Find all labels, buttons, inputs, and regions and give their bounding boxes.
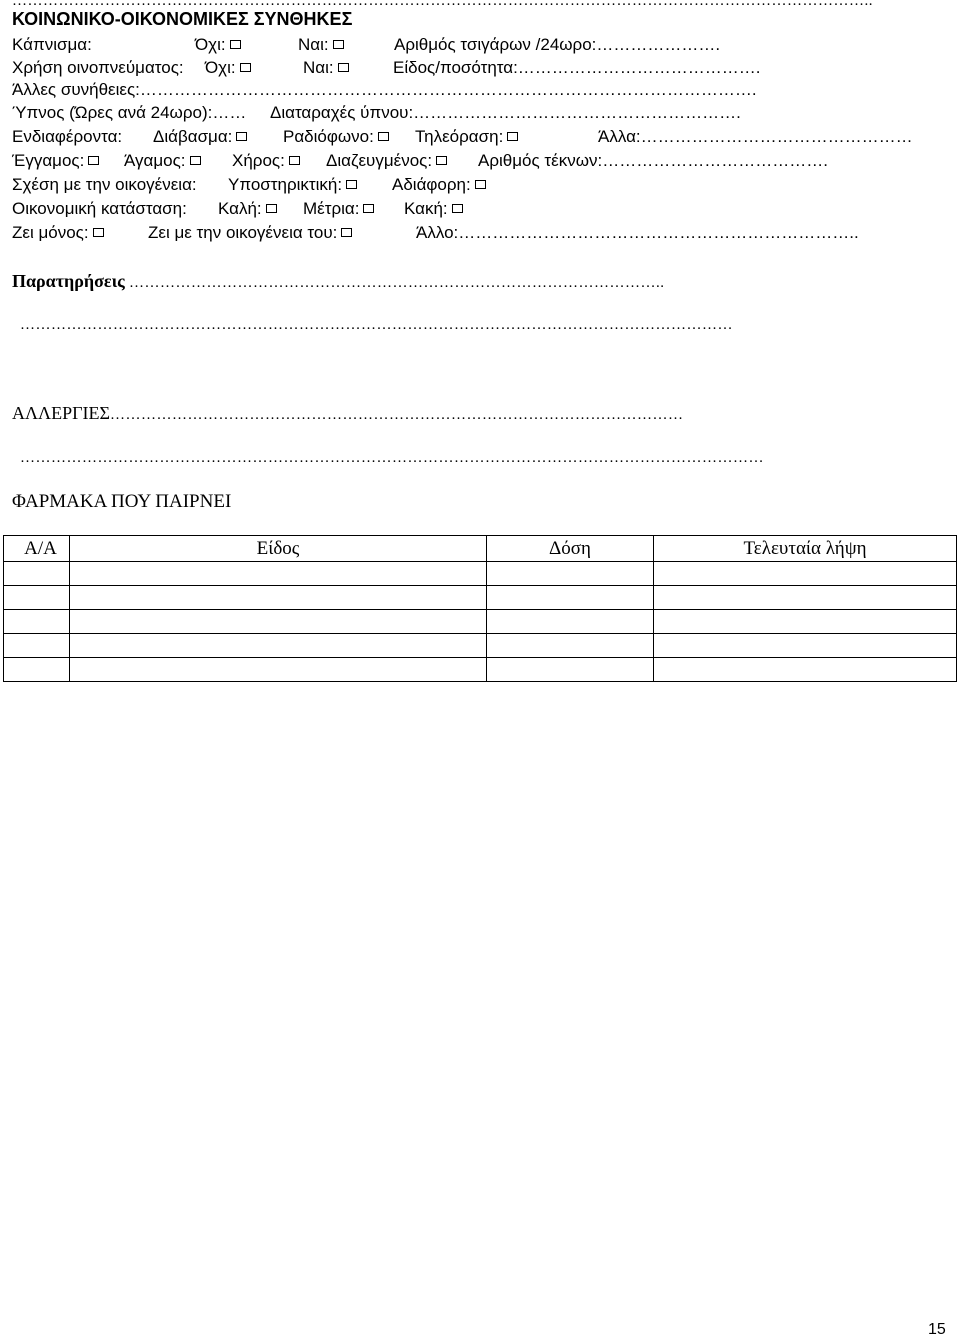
smoking-no-option[interactable] (195, 36, 241, 53)
remarks-dots: ………………………………………………………………………………………….. (124, 275, 665, 291)
header-kind: Είδος (70, 536, 487, 562)
married-label: Έγγαμος: (12, 151, 85, 170)
allergies-line[interactable] (12, 404, 683, 423)
average-option[interactable] (303, 200, 374, 217)
widowed-label: Χήρος: (232, 151, 285, 170)
bad-option[interactable] (404, 200, 463, 217)
smoking-yes-option[interactable] (298, 36, 344, 53)
alcohol-no-label: Όχι: (205, 58, 236, 77)
married-option[interactable] (12, 152, 99, 169)
family-relation-label: Σχέση με την οικογένεια: (12, 175, 197, 194)
good-label: Καλή: (218, 199, 262, 218)
living-other-field[interactable]: Άλλο:…………………………………………………………….. (416, 223, 859, 242)
table-row (4, 610, 957, 634)
table-cell[interactable] (4, 634, 70, 658)
table-cell[interactable] (654, 562, 957, 586)
smoking-no-label: Όχι: (195, 35, 226, 54)
table-row (4, 634, 957, 658)
table-cell[interactable] (654, 610, 957, 634)
table-cell[interactable] (70, 634, 487, 658)
tv-checkbox[interactable] (507, 132, 518, 141)
radio-label: Ραδιόφωνο: (283, 127, 374, 146)
table-cell[interactable] (4, 658, 70, 682)
lives-alone-option[interactable] (12, 224, 104, 241)
supportive-checkbox[interactable] (346, 180, 357, 189)
lives-alone-checkbox[interactable] (93, 228, 104, 237)
children-count-field[interactable]: Αριθμός τέκνων:…………………………………. (478, 151, 828, 170)
medications-title: ΦΑΡΜΑΚΑ ΠΟΥ ΠΑΙΡΝΕΙ (12, 491, 232, 512)
other-interests-field[interactable]: Άλλα:………………………………………… (598, 127, 913, 146)
table-cell[interactable] (654, 658, 957, 682)
allergies-label: ΑΛΛΕΡΓΙΕΣ (12, 403, 110, 423)
table-row (4, 586, 957, 610)
lives-with-family-checkbox[interactable] (341, 228, 352, 237)
alcohol-kind-field[interactable]: Είδος/ποσότητα:……………………………………. (393, 58, 761, 77)
indifferent-label: Αδιάφορη: (392, 175, 471, 194)
tv-label: Τηλεόραση: (415, 127, 504, 146)
table-cell[interactable] (654, 586, 957, 610)
average-label: Μέτρια: (303, 199, 360, 218)
lives-with-family-label: Ζει με την οικογένεια του: (148, 223, 338, 242)
table-cell[interactable] (487, 610, 654, 634)
table-cell[interactable] (70, 610, 487, 634)
radio-checkbox[interactable] (378, 132, 389, 141)
smoking-label: Κάπνισμα: (12, 35, 92, 54)
page-number: 15 (928, 1321, 946, 1338)
single-checkbox[interactable] (190, 156, 201, 165)
other-habits-field[interactable]: Άλλες συνήθειες:………………………………………………………………………………………………. (12, 80, 757, 99)
alcohol-label: Χρήση οινοπνεύματος: (12, 58, 184, 77)
top-dotted-line: ………………………………………………………………………………………………………………………………………………….. (12, 0, 873, 9)
table-cell[interactable] (70, 562, 487, 586)
interests-label: Ενδιαφέροντα: (12, 127, 123, 146)
bad-checkbox[interactable] (452, 204, 463, 213)
table-cell[interactable] (487, 658, 654, 682)
table-cell[interactable] (487, 634, 654, 658)
sleep-hours-field[interactable]: Ύπνος (Ώρες ανά 24ωρο):…… (12, 103, 247, 122)
table-header-row (4, 536, 957, 562)
table-cell[interactable] (4, 610, 70, 634)
good-checkbox[interactable] (266, 204, 277, 213)
allergies-dots: ………………………………………………………………………………………………… (109, 407, 684, 423)
reading-checkbox[interactable] (236, 132, 247, 141)
reading-option[interactable] (153, 128, 247, 145)
remarks-label: Παρατηρήσεις (12, 271, 125, 291)
table-row (4, 658, 957, 682)
alcohol-no-option[interactable] (205, 59, 251, 76)
alcohol-no-checkbox[interactable] (240, 63, 251, 72)
smoking-no-checkbox[interactable] (230, 40, 241, 49)
radio-option[interactable] (283, 128, 389, 145)
good-option[interactable] (218, 200, 277, 217)
single-option[interactable] (124, 152, 201, 169)
economic-label: Οικονομική κατάσταση: (12, 199, 187, 218)
divorced-label: Διαζευγμένος: (326, 151, 433, 170)
lives-alone-label: Ζει μόνος: (12, 223, 89, 242)
medications-table (3, 535, 957, 682)
divorced-checkbox[interactable] (436, 156, 447, 165)
bad-label: Κακή: (404, 199, 448, 218)
tv-option[interactable] (415, 128, 518, 145)
allergies-second-line[interactable]: ……………………………………………………………………………………………………………………………… (20, 450, 764, 466)
alcohol-yes-option[interactable] (303, 59, 349, 76)
single-label: Άγαμος: (124, 151, 186, 170)
indifferent-option[interactable] (392, 176, 486, 193)
alcohol-yes-label: Ναι: (303, 58, 334, 77)
table-cell[interactable] (4, 586, 70, 610)
table-cell[interactable] (70, 586, 487, 610)
header-last-dose: Τελευταία λήψη (654, 536, 957, 562)
section-title: ΚΟΙΝΩΝΙΚΟ-ΟΙΚΟΝΟΜΙΚΕΣ ΣΥΝΘΗΚΕΣ (12, 9, 353, 29)
alcohol-yes-checkbox[interactable] (338, 63, 349, 72)
table-cell[interactable] (487, 586, 654, 610)
widowed-option[interactable] (232, 152, 300, 169)
married-checkbox[interactable] (88, 156, 99, 165)
table-row (4, 562, 957, 586)
remarks-second-line[interactable]: ………………………………………………………………………………………………………………………… (20, 317, 733, 333)
reading-label: Διάβασμα: (153, 127, 233, 146)
lives-with-family-option[interactable] (148, 224, 352, 241)
table-cell[interactable] (654, 634, 957, 658)
supportive-option[interactable] (228, 176, 357, 193)
table-cell[interactable] (4, 562, 70, 586)
sleep-disorders-field[interactable]: Διαταραχές ύπνου:…………………………………………………. (270, 103, 741, 122)
divorced-option[interactable] (326, 152, 447, 169)
cigarettes-per-day-field[interactable]: Αριθμός τσιγάρων /24ωρο:…………………. (394, 35, 721, 54)
smoking-yes-checkbox[interactable] (333, 40, 344, 49)
header-dose: Δόση (487, 536, 654, 562)
widowed-checkbox[interactable] (289, 156, 300, 165)
table-cell[interactable] (487, 562, 654, 586)
table-cell[interactable] (70, 658, 487, 682)
indifferent-checkbox[interactable] (475, 180, 486, 189)
average-checkbox[interactable] (363, 204, 374, 213)
remarks-line[interactable] (12, 272, 665, 291)
smoking-yes-label: Ναι: (298, 35, 329, 54)
supportive-label: Υποστηρικτική: (228, 175, 343, 194)
header-aa: Α/Α (4, 536, 70, 562)
